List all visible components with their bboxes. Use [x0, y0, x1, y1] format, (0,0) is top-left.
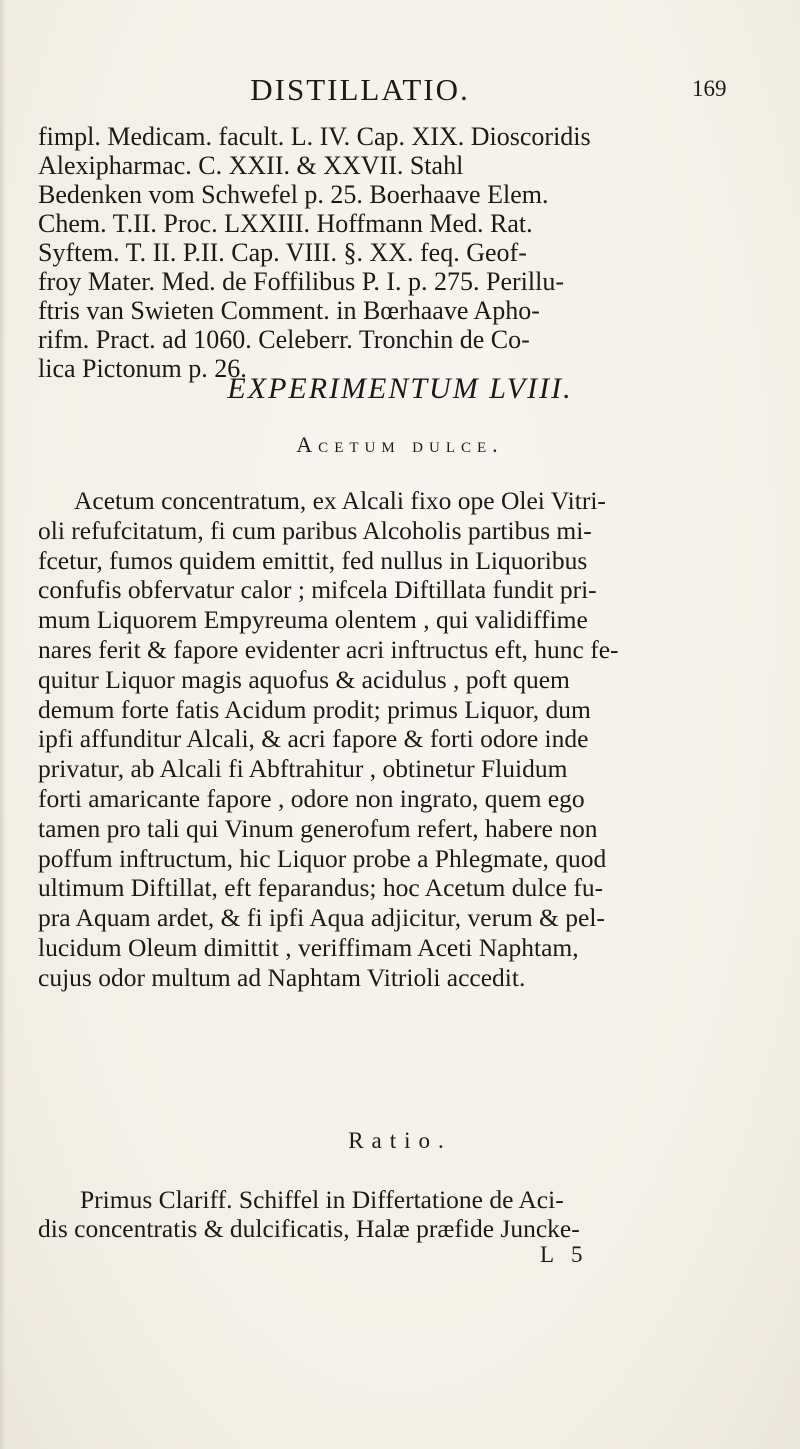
body-line: cujus odor multum ad Naphtam Vitrioli accedit.: [38, 962, 526, 992]
page-number: 169: [692, 76, 727, 101]
body-line: tamen pro tali qui Vinum generofum refert, habere non: [38, 813, 598, 843]
ratio-paragraph: [38, 1185, 774, 1243]
body-line: ultimum Diftillat, eft feparandus; hoc Acetum dulce fu-: [38, 873, 604, 903]
reference-line: lica Pictonum p. 26.: [38, 354, 247, 383]
reference-line: Alexipharmac. C. XXII. & XXVII. Stahl: [38, 151, 464, 180]
body-paragraph: [38, 486, 774, 993]
reference-line: ftris van Swieten Comment. in Bœrhaave Apho-: [38, 296, 540, 325]
reference-line: Chem. T.II. Proc. LXXIII. Hoffmann Med. Rat.: [38, 209, 533, 238]
body-line: lucidum Oleum dimittit , veriffimam Aceti Naphtam,: [38, 932, 579, 962]
reference-paragraph: [38, 122, 774, 383]
body-line: demum forte fatis Acidum prodit; primus Liquor, dum: [38, 694, 591, 724]
body-line: oli refufcitatum, fi cum paribus Alcoholis partibus mi-: [38, 515, 592, 545]
running-title: DISTILLATIO.: [250, 72, 470, 107]
body-line: mum Liquorem Empyreuma olentem , qui validiffime: [38, 605, 588, 635]
body-line: quitur Liquor magis aquofus & acidulus , poft quem: [38, 664, 570, 694]
experiment-title: EXPERIMENTUM LVIII.: [227, 372, 573, 405]
body-line: ipfi affunditur Alcali, & acri fapore & forti odore inde: [38, 724, 589, 754]
signature-mark: L 5: [540, 1242, 589, 1267]
ratio-line: Primus Clariff. Schiffel in Differtatione de Aci-: [80, 1185, 564, 1214]
reference-line: Bedenken vom Schwefel p. 25. Boerhaave Elem.: [38, 180, 549, 209]
body-line: poffum inftructum, hic Liquor probe a Phlegmate, quod: [38, 843, 607, 873]
reference-line: rifm. Pract. ad 1060. Celeberr. Tronchin de Co-: [38, 325, 530, 354]
reference-line: froy Mater. Med. de Foffilibus P. I. p. 275. Perillu-: [38, 267, 564, 296]
page-spine-shadow: [0, 0, 6, 1449]
running-head: [0, 72, 800, 112]
body-line: Acetum concentratum, ex Alcali fixo ope Olei Vitri-: [74, 486, 606, 515]
reference-line: fimpl. Medicam. facult. L. IV. Cap. XIX. Dioscoridis: [38, 122, 591, 151]
body-line: fcetur, fumos quidem emittit, fed nullus in Liquoribus: [38, 545, 588, 575]
reference-line: Syftem. T. II. P.II. Cap. VIII. §. XX. feq. Geof-: [38, 238, 527, 267]
body-line: nares ferit & fapore evidenter acri inftructus eft, hunc fe-: [38, 634, 619, 664]
body-line: privatur, ab Alcali fi Abftrahitur , obtinetur Fluidum: [38, 754, 568, 784]
body-line: confufis obfervatur calor ; mifcela Diftillata fundit pri-: [38, 575, 597, 605]
ratio-line: dis concentratis & dulcificatis, Halæ præfide Juncke-: [38, 1214, 580, 1243]
body-line: forti amaricante fapore , odore non ingrato, quem ego: [38, 783, 585, 813]
experiment-subtitle: Acetum dulce.: [296, 432, 504, 457]
ratio-heading: Ratio.: [348, 1128, 452, 1153]
body-line: pra Aquam ardet, & fi ipfi Aqua adjicitur, verum & pel-: [38, 903, 605, 933]
